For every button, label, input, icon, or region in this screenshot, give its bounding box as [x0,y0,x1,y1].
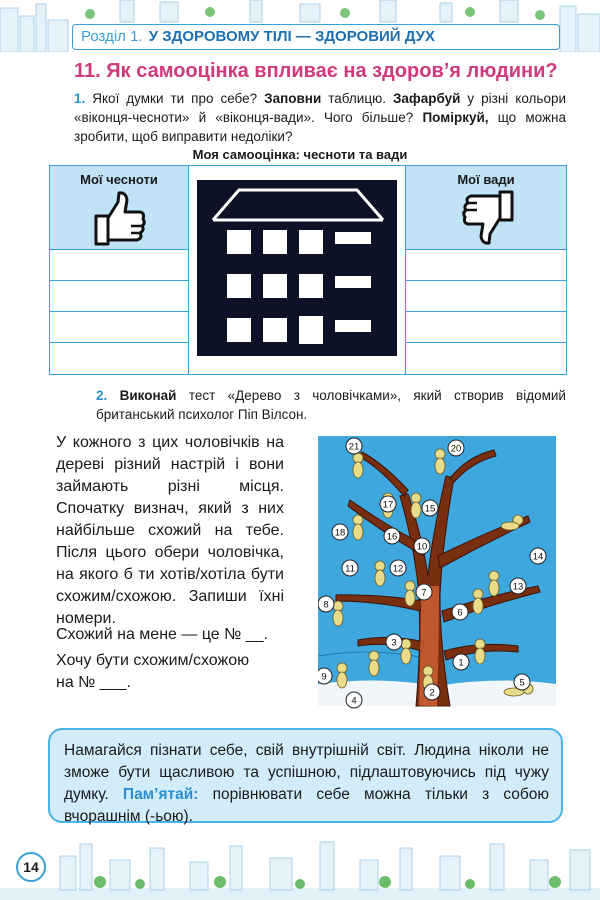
note-accent: Пам’ятай: [122,786,199,803]
task-1-text: що можна зробити, щоб виправити недоліки? [74,110,566,144]
tree-number-label: 3 [391,637,397,649]
task-1-number: 1. [74,91,86,106]
flaws-header-cell [406,166,566,250]
tree-number-label: 6 [457,607,463,619]
task-2-verb: Виконай [119,388,177,403]
tree-number-label: 14 [532,551,544,563]
tree-number-label: 5 [519,677,525,689]
virtue-entry-row[interactable] [50,312,188,343]
blob-tree-illustration [318,436,556,714]
virtues-column [50,166,188,374]
answer-want-line1: Хочу бути схожим/схожою [56,652,250,669]
tree-number-label: 16 [386,531,398,543]
note-text: Намагайся пізнати себе, свій внутрішній світ. Людина ніколи не зможе бути щасливою та успішною, підлаштовуючись під чужу думку. [64,742,549,803]
thumbs-up-icon [92,190,146,246]
flaws-column [405,166,566,374]
tree-number-label: 18 [334,527,346,539]
section-banner [72,24,560,50]
tree-number-label: 12 [392,563,404,575]
tree-number-label: 20 [450,443,462,455]
virtue-entry-row[interactable] [50,281,188,312]
task-1-verb-think: Поміркуй, [422,110,489,125]
table-caption: Моя самооцінка: чесноти та вади [192,147,408,162]
note-text: порівнювати себе можна тільки з собою вчорашнім (-ьою). [64,786,550,825]
self-assessment-table [49,165,567,375]
tree-number-label: 21 [348,441,360,453]
flaws-header: Мої вади [457,172,515,187]
answer-similar[interactable]: Схожий на мене — це № __. [56,626,268,643]
flaw-entry-row[interactable] [406,281,566,312]
task-2-number: 2. [96,388,108,403]
tree-number-label: 1 [458,657,464,669]
virtue-entry-row[interactable] [50,343,188,374]
thumbs-down-icon [462,190,516,246]
virtues-header: Мої чесноти [80,172,158,187]
footer-cityscape-decoration [0,838,600,900]
remember-note [48,728,563,823]
tree-number-label: 9 [321,671,327,683]
tree-number-label: 8 [323,599,329,611]
task-1-verb-fill: Заповни [264,91,322,106]
tree-number-label: 17 [382,499,394,511]
task-1-text: таблицю. [328,91,386,106]
task-1-text: Якої думки ти про себе? [92,91,258,106]
flaw-entry-row[interactable] [406,343,566,374]
flaw-entry-row[interactable] [406,250,566,281]
tree-number-label: 15 [424,503,436,515]
tree-number-label: 4 [351,695,357,707]
tree-number-label: 2 [429,687,435,699]
task-2-text: тест «Дерево з чоловічками», який створив відомий британський психолог Піп Вілсон. [96,388,566,422]
lesson-title: 11. Як самооцінка впливає на здоров’я людини? [74,60,558,82]
tree-number-label: 7 [421,587,427,599]
house-windows-icon [197,180,397,356]
tree-number-label: 11 [345,563,355,575]
tree-number-label: 10 [416,541,428,553]
tree-number-label: 13 [512,581,524,593]
section-title: У ЗДОРОВОМУ ТІЛІ — ЗДОРОВИЙ ДУХ [148,28,435,45]
section-label: Розділ 1. [81,28,143,45]
page-number: 14 [16,852,46,882]
task-2 [96,386,566,424]
answer-want-line2[interactable]: на № ___. [56,674,131,691]
story-text [56,432,284,638]
task-1-text: у різні кольори «віконця-чесноти» й «віконця-вади». Чого більше? [74,91,566,125]
virtues-header-cell [50,166,188,250]
story-paragraph: У кожного з цих чоловічків на дереві різний настрій і вони займають різні місця. Спочатку визнач, який з них найбільше схожий на тебе. Після цього обери чоловічка, на якого б ти хотів/хотіла бути схожим/схожою. Запиши їхні номери. [56,434,284,627]
task-1 [74,89,566,146]
task-1-verb-color: Зафарбуй [392,91,461,106]
house-column [188,166,405,374]
flaw-entry-row[interactable] [406,312,566,343]
virtue-entry-row[interactable] [50,250,188,281]
